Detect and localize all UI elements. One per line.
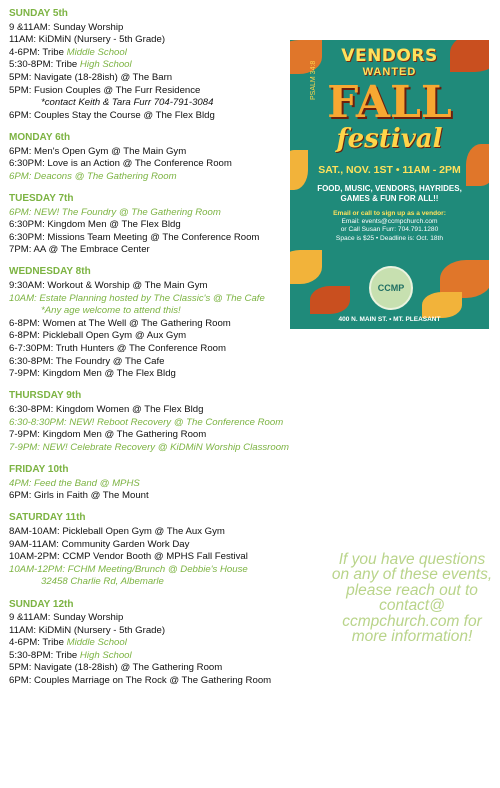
event-text: 5PM: Navigate (18-28ish) @ The Gathering Room [9, 662, 223, 674]
event-row [9, 368, 339, 381]
leaf-decoration [290, 250, 322, 284]
poster-fall-title: FALL [327, 77, 452, 128]
fall-festival-poster [290, 40, 489, 329]
poster-address: 400 N. MAIN ST. • MT. PLEASANT [338, 316, 441, 323]
event-text: 4-6PM: Tribe [9, 46, 67, 58]
event-text: 4PM: Feed the Band @ MPHS [9, 477, 140, 489]
event-text: 6PM: NEW! The Foundry @ The Gathering Room [9, 206, 221, 218]
poster-wanted-title: WANTED [362, 66, 417, 78]
event-text: *contact Keith & Tara Furr 704-791-3084 [41, 97, 214, 109]
event-text: *Any age welcome to attend this! [41, 305, 181, 317]
poster-activities: FOOD, MUSIC, VENDORS, HAYRIDES, GAMES & FUN FOR ALL!! [317, 184, 462, 203]
event-row [9, 526, 339, 539]
event-text: 5:30-8PM: Tribe [9, 59, 80, 71]
day-heading: THURSDAY 9th [9, 390, 82, 402]
event-text: 5PM: Fusion Couples @ The Furr Residence [9, 84, 201, 96]
ccmp-logo: CCMP [369, 266, 413, 310]
event-text: 10AM: Estate Planning hosted by The Classic's @ The Cafe [9, 292, 265, 304]
event-text: 10AM-12PM: FCHM Meeting/Brunch @ Debbie's House [9, 563, 248, 575]
event-row [9, 564, 339, 577]
event-text: 9 &11AM: Sunday Worship [9, 612, 124, 624]
event-text: 10AM-2PM: CCMP Vendor Booth @ MPHS Fall Festival [9, 551, 248, 563]
event-row [9, 343, 339, 356]
event-audience: Middle School [66, 46, 127, 58]
event-text: 6:30-8PM: Kingdom Women @ The Flex Bldg [9, 404, 204, 415]
day-heading: FRIDAY 10th [9, 463, 69, 475]
event-text: 6:30PM: Love is an Action @ The Conference Room [9, 158, 232, 170]
day-block [9, 390, 339, 454]
day-block [9, 599, 339, 688]
event-row [9, 625, 339, 638]
leaf-decoration [310, 286, 350, 314]
event-row [9, 330, 339, 343]
day-block [9, 464, 339, 503]
event-text: 6PM: Couples Stay the Course @ The Flex Bldg [9, 109, 215, 121]
event-row [9, 637, 339, 650]
contact-note: If you have questions on any of these events, please reach out to contact@ ccmpchurch.com for more information! [331, 551, 493, 646]
event-text: 6PM: Girls in Faith @ The Mount [9, 490, 149, 502]
day-block [9, 512, 339, 589]
event-text: 6:30PM: Kingdom Men @ The Flex Bldg [9, 219, 181, 231]
poster-psalm-reference: PSALM 34:8 [310, 60, 317, 100]
day-heading: SUNDAY 5th [9, 8, 68, 19]
event-text: 6PM: Men's Open Gym @ The Main Gym [9, 145, 187, 157]
event-text: 7-9PM: Kingdom Men @ The Gathering Room [9, 429, 207, 441]
poster-info-call: or Call Susan Furr: 704.791.1280 [340, 226, 439, 234]
event-row [9, 551, 339, 564]
event-text: 6-8PM: Pickleball Open Gym @ Aux Gym [9, 330, 187, 342]
event-audience: High School [79, 59, 132, 71]
event-text: 6:30-8PM: The Foundry @ The Cafe [9, 355, 165, 367]
event-row [9, 675, 339, 688]
event-text: 7-9PM: NEW! Celebrate Recovery @ KiDMiN Worship Classroom [9, 441, 290, 453]
event-text: 11AM: KiDMiN (Nursery - 5th Grade) [9, 34, 166, 46]
event-row [9, 22, 339, 35]
poster-date: SAT., NOV. 1ST • 11AM - 2PM [318, 164, 461, 176]
event-row [9, 478, 339, 491]
event-row [9, 429, 339, 442]
event-row [9, 539, 339, 552]
event-text: 6PM: Couples Marriage on The Rock @ The Gathering Room [9, 675, 272, 687]
day-heading: MONDAY 6th [9, 131, 71, 143]
poster-info-email: Email: events@ccmpchurch.com [341, 218, 438, 226]
day-heading: SATURDAY 11th [9, 512, 86, 524]
poster-info-lead: Email or call to sign up as a vendor: [333, 210, 446, 217]
poster-info-space: Space is $25 • Deadline is: Oct. 18th [335, 234, 444, 242]
day-heading: SUNDAY 12th [9, 598, 74, 610]
poster-vendor-info [304, 210, 475, 243]
event-row [9, 356, 339, 369]
event-row [9, 442, 339, 455]
event-text: 7-9PM: Kingdom Men @ The Flex Bldg [9, 368, 176, 380]
event-text: 9:30AM: Workout & Worship @ The Main Gym [9, 280, 208, 292]
event-text: 6PM: Deacons @ The Gathering Room [9, 170, 177, 182]
event-row [9, 612, 339, 625]
event-text: 8AM-10AM: Pickleball Open Gym @ The Aux Gym [9, 525, 225, 537]
event-audience: High School [79, 649, 132, 661]
event-text: 7PM: AA @ The Embrace Center [9, 244, 150, 256]
leaf-decoration [422, 292, 462, 318]
event-row [9, 490, 339, 503]
event-text: 5PM: Navigate (18-28ish) @ The Barn [9, 71, 173, 83]
event-audience: Middle School [66, 637, 127, 649]
event-text: 32458 Charlie Rd, Albemarle [41, 576, 164, 588]
event-text: 9 &11AM: Sunday Worship [9, 21, 124, 33]
poster-festival-title: festival [336, 124, 443, 154]
event-text: 6:30-8:30PM: NEW! Reboot Recovery @ The Conference Room [9, 416, 284, 428]
poster-vendors-title: VENDORS [341, 46, 438, 66]
day-heading: TUESDAY 7th [9, 192, 74, 204]
event-row [9, 662, 339, 675]
event-row [9, 404, 339, 417]
event-text: 5:30-8PM: Tribe [9, 649, 80, 661]
event-row [9, 576, 339, 589]
event-row [9, 417, 339, 430]
event-text: 4-6PM: Tribe [9, 637, 67, 649]
event-text: 6-8PM: Women at The Well @ The Gathering Room [9, 317, 231, 329]
day-heading: WEDNESDAY 8th [9, 266, 91, 278]
event-text: 9AM-11AM: Community Garden Work Day [9, 538, 190, 550]
event-text: 11AM: KiDMiN (Nursery - 5th Grade) [9, 624, 166, 636]
event-row [9, 650, 339, 663]
event-text: 6-7:30PM: Truth Hunters @ The Conference Room [9, 343, 226, 355]
event-text: 6:30PM: Missions Team Meeting @ The Conference Room [9, 231, 260, 243]
